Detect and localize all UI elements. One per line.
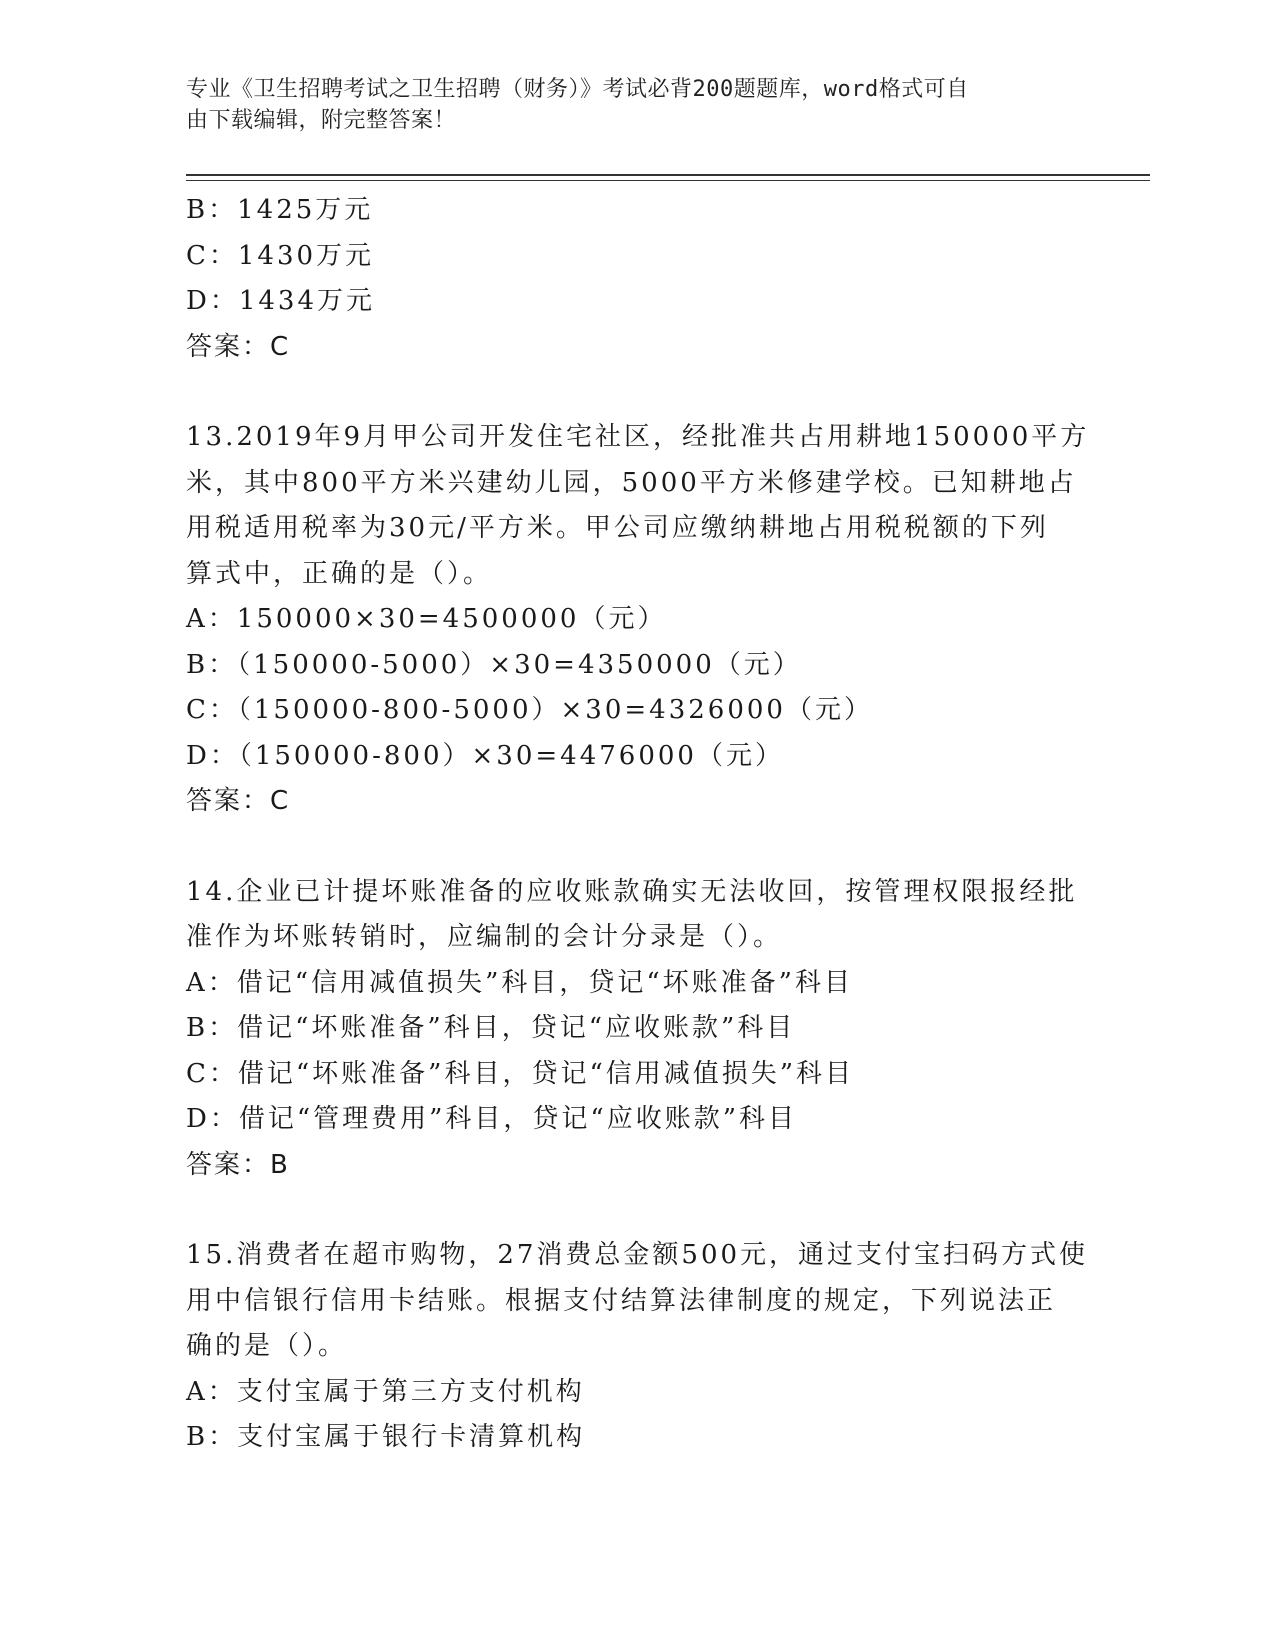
question-text-line: 13.2019年9月甲公司开发住宅社区，经批准共占用耕地150000平方 [186, 422, 1090, 452]
option-d: D：借记“管理费用”科目，贷记“应收账款”科目 [186, 1104, 798, 1134]
page-header [186, 74, 1066, 136]
question-text-line: 用税适用税率为30元/平方米。甲公司应缴纳耕地占用税税额的下列 [186, 513, 1049, 543]
option-c: C：1430万元 [186, 240, 375, 271]
spacer [186, 370, 1086, 415]
option-b: B：支付宝属于银行卡清算机构 [186, 1422, 586, 1452]
header-divider-thin [186, 180, 1150, 181]
question-text-line: 确的是（）。 [186, 1331, 348, 1361]
option-c: C：借记“坏账准备”科目，贷记“信用减值损失”科目 [186, 1058, 855, 1089]
question-13 [186, 415, 1090, 825]
header-line-1: 专业《卫生招聘考试之卫生招聘（财务）》考试必背200题题库，word格式可自 [186, 77, 969, 102]
question-12-continued [186, 188, 1086, 370]
question-text-line: 米，其中800平方米兴建幼儿园，5000平方米修建学校。已知耕地占 [186, 467, 1077, 498]
question-14 [186, 870, 1086, 1189]
answer-line: 答案：B [186, 1149, 290, 1180]
question-text-line: 用中信银行信用卡结账。根据支付结算法律制度的规定，下列说法正 [186, 1285, 1057, 1316]
question-text-line: 准作为坏账转销时，应编制的会计分录是（）。 [186, 922, 783, 952]
spacer [186, 825, 1086, 870]
question-15 [186, 1233, 1089, 1461]
option-b: B：1425万元 [186, 195, 374, 225]
option-c: C：（150000-800-5000）×30=4326000（元） [186, 695, 873, 725]
question-text-line: 15.消费者在超市购物，27消费总金额500元，通过支付宝扫码方式使 [186, 1240, 1089, 1270]
question-text-line: 算式中，正确的是（）。 [186, 558, 493, 589]
option-d: D：1434万元 [186, 286, 376, 316]
question-list [186, 188, 1090, 1461]
option-b: B：（150000-5000）×30=4350000（元） [186, 649, 802, 680]
option-d: D：（150000-800）×30=4476000（元） [186, 740, 784, 771]
answer-line: 答案：C [186, 331, 291, 362]
option-b: B：借记“坏账准备”科目，贷记“应收账款”科目 [186, 1013, 796, 1043]
header-divider-thick [186, 174, 1150, 176]
spacer [186, 1188, 1086, 1233]
question-text-line: 14.企业已计提坏账准备的应收账款确实无法收回，按管理权限报经批 [186, 876, 1078, 907]
option-a: A：支付宝属于第三方支付机构 [186, 1376, 585, 1407]
option-a: A：借记“信用减值损失”科目，贷记“坏账准备”科目 [186, 967, 853, 998]
answer-line: 答案：C [186, 786, 291, 816]
option-a: A：150000×30=4500000（元） [186, 604, 667, 634]
header-line-2: 由下载编辑，附完整答案！ [186, 108, 457, 133]
